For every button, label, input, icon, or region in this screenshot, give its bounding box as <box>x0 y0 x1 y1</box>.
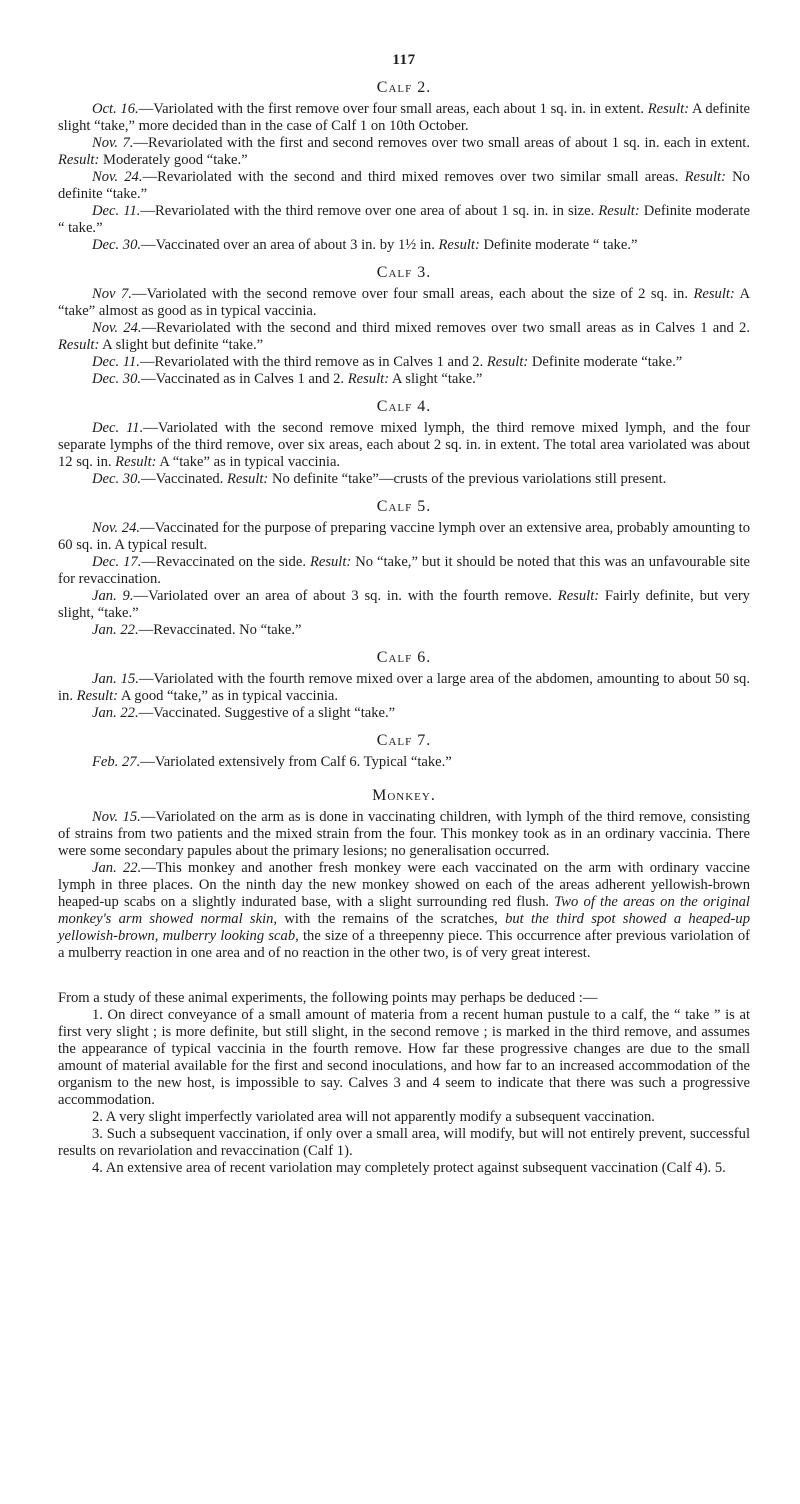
entry-result: A slight but definite “take.” <box>99 337 264 353</box>
entry-date: Oct. 16. <box>92 101 139 117</box>
calf-3-entry <box>58 354 750 371</box>
entry-text: —Revariolated with the second and third mixed removes over two small areas as in Calves 1 and 2. <box>141 320 750 336</box>
entry-text: —Variolated with the fourth remove mixed over a large area of the abdomen, amounting to about 50 sq. in. <box>58 671 750 704</box>
entry-date: Dec. 17. <box>92 554 142 570</box>
conclusion-point: 1. On direct conveyance of a small amount of materia from a recent human pustule to a calf, the “ take ” is at first very slight ; is more definite, but still slight, in the second remove ; is marked in the third remove, and assumes the appearance of typical vaccinia in the fourth remove. How far these progressive changes are due to the small amount of material available for the first and second inoculations, and how far to an increased accommodation of the organism to the new host, is impossible to say. Calves 3 and 4 seem to indicate that there was such a progressive accommodation. <box>58 1007 750 1108</box>
calf-5-entry <box>58 622 750 639</box>
entry-date: Nov. 7. <box>92 135 134 151</box>
entry-date: Jan. 22. <box>92 622 139 638</box>
calf-2-entry <box>58 169 750 203</box>
entry-result: A definite slight “take,” more decided than in the case of Calf 1 on 10th October. <box>58 101 750 134</box>
result-label: Result: <box>598 203 640 219</box>
conclusion-point: 4. An extensive area of recent variolation may completely protect against subsequent vaccination (Calf 4). 5. <box>92 1160 726 1176</box>
page-number: 117 <box>392 52 416 68</box>
entry-text: —Revaccinated on the side. <box>141 554 310 570</box>
result-label: Result: <box>486 354 529 370</box>
entry-result: No “take,” but it should be noted that this was an unfavourable site for revaccination. <box>58 554 750 587</box>
calf-3-entry <box>58 286 750 320</box>
calf-2-entry <box>58 101 750 135</box>
entry-text: —Revariolated with the third remove over one area of about 1 sq. in. in size. <box>140 203 599 219</box>
result-label: Result: <box>647 101 690 117</box>
entry-date: Nov. 24. <box>92 320 142 336</box>
result-label: Result: <box>115 454 157 470</box>
calf-5-entry <box>58 588 750 622</box>
entry-result: No definite “take.” <box>58 169 750 202</box>
entry-text: —Variolated extensively from Calf 6. Typical “take.” <box>140 754 452 770</box>
calf-6-heading: Calf 6. <box>376 649 432 666</box>
entry-text: —Revariolated with the first and second removes over two small areas of about 1 sq. in. each in extent. <box>133 135 750 151</box>
entry-date: Dec. 11. <box>92 203 141 219</box>
entry-text: —Variolated with the second remove over four small areas, each about the size of 2 sq. in. <box>131 286 694 302</box>
conclusion-point: 2. A very slight imperfectly variolated area will not apparently modify a subsequent vaccination. <box>92 1109 655 1125</box>
entry-date: Dec. 30. <box>92 371 142 387</box>
entry-result: A slight “take.” <box>389 371 483 387</box>
calf-2-heading: Calf 2. <box>376 79 432 96</box>
result-label: Result: <box>58 152 100 168</box>
calf-3-entry <box>58 371 750 388</box>
entry-date: Dec. 30. <box>92 237 142 253</box>
monkey-entry <box>58 809 750 860</box>
entry-date: Nov. 24. <box>92 169 143 185</box>
calf-3-entry <box>58 320 750 354</box>
entry-text: —Variolated on the arm as is done in vaccinating children, with lymph of the third remove, consisting of strains from two patients and the mixed strain from the four. This monkey took as in an ordinary vaccinia. There were some secondary papules about the primary lesions; no generalisation occurred. <box>58 809 750 859</box>
entry-date: Dec. 11. <box>92 354 140 370</box>
entry-date: Jan. 9. <box>92 588 134 604</box>
calf-2-entry <box>58 237 750 254</box>
entry-text: with the remains of the scratches, <box>277 911 506 927</box>
result-label: Result: <box>693 286 735 302</box>
entry-date: Nov 7. <box>92 286 132 302</box>
entry-text: the size of a threepenny piece. This occurrence after previous variolation of a mulberry reaction in one area and of no reaction in the other two, is of very great interest. <box>58 928 750 961</box>
entry-date: Jan. 22. <box>92 705 139 721</box>
conclusion-point: 3. Such a subsequent vaccination, if only over a small area, will modify, but will not entirely prevent, successful results on revariolation and revaccination (Calf 1). <box>58 1126 750 1159</box>
entry-result: Definite moderate “ take.” <box>58 203 750 236</box>
emphasis-text: but the third spot showed a heaped-up yellowish-brown, mulberry looking scab, <box>58 911 751 944</box>
entry-date: Nov. 15. <box>92 809 141 825</box>
entry-result: Definite moderate “take.” <box>528 354 683 370</box>
entry-text: —Vaccinated. Suggestive of a slight “take.” <box>138 705 396 721</box>
result-label: Result: <box>58 337 100 353</box>
result-label: Result: <box>557 588 600 604</box>
entry-result: A “take” almost as good as in typical vaccinia. <box>58 286 750 319</box>
entry-result: Moderately good “take.” <box>99 152 248 168</box>
monkey-entry <box>58 860 750 962</box>
result-label: Result: <box>76 688 118 704</box>
calf-7-entry <box>58 754 750 771</box>
conclusions-intro: From a study of these animal experiments, the following points may perhaps be deduced :— <box>58 990 598 1006</box>
calf-6-entry <box>58 671 750 705</box>
entry-date: Jan. 15. <box>92 671 139 687</box>
emphasis-text: Two of the areas on the original monkey's arm showed normal skin, <box>58 894 750 927</box>
entry-date: Feb. 27. <box>92 754 141 770</box>
result-label: Result: <box>438 237 480 253</box>
entry-text: —Vaccinated over an area of about 3 in. by 1½ in. <box>141 237 439 253</box>
entry-text: —Vaccinated as in Calves 1 and 2. <box>141 371 348 387</box>
calf-6-entry <box>58 705 750 722</box>
entry-date: Dec. 11. <box>92 420 144 436</box>
entry-text: —This monkey and another fresh monkey were each vaccinated on the arm with ordinary vaccine lymph in three places. On the ninth day the new monkey showed on each of the areas adherent yellowish-brown heaped-up scabs on a slightly indurated base, with a slight surrounding red flush. <box>58 860 750 910</box>
calf-7-heading: Calf 7. <box>376 732 432 749</box>
entry-text: —Variolated over an area of about 3 sq. in. with the fourth remove. <box>133 588 558 604</box>
monkey-heading: Monkey. <box>372 787 436 804</box>
entry-date: Nov. 24. <box>92 520 141 536</box>
entry-date: Dec. 30. <box>92 471 142 487</box>
entry-result: No definite “take”—crusts of the previous variolations still present. <box>268 471 667 487</box>
result-label: Result: <box>226 471 269 487</box>
result-label: Result: <box>347 371 390 387</box>
entry-text: —Revariolated with the third remove as in Calves 1 and 2. <box>139 354 487 370</box>
entry-text: —Revariolated with the second and third mixed removes over two similar small areas. <box>142 169 685 185</box>
entry-text: —Vaccinated. <box>141 471 227 487</box>
entry-result: A “take” as in typical vaccinia. <box>156 454 341 470</box>
calf-2-entry <box>58 135 750 169</box>
entry-result: A good “take,” as in typical vaccinia. <box>118 688 339 704</box>
entry-text: —Vaccinated for the purpose of preparing vaccine lymph over an extensive area, probably amounting to 60 sq. in. A typical result. <box>58 520 750 553</box>
result-label: Result: <box>684 169 726 185</box>
calf-5-entry <box>58 520 750 554</box>
entry-result: Definite moderate “ take.” <box>479 237 638 253</box>
calf-4-entry <box>58 471 750 488</box>
calf-2-entry <box>58 203 750 237</box>
calf-5-entry <box>58 554 750 588</box>
calf-5-heading: Calf 5. <box>376 498 432 515</box>
entry-text: —Variolated with the first remove over four small areas, each about 1 sq. in. in extent. <box>138 101 648 117</box>
calf-4-entry <box>58 420 750 471</box>
calf-3-heading: Calf 3. <box>376 264 432 281</box>
result-label: Result: <box>309 554 352 570</box>
entry-result: Fairly definite, but very slight, “take.” <box>58 588 750 621</box>
entry-text: —Variolated with the second remove mixed lymph, the third remove mixed lymph, and the four separate lymphs of the third remove, over six areas, each about 2 sq. in. in extent. The total area variolated was about 12 sq. in. <box>58 420 750 470</box>
calf-4-heading: Calf 4. <box>376 398 432 415</box>
entry-date: Jan. 22. <box>92 860 142 876</box>
entry-text: —Revaccinated. No “take.” <box>138 622 302 638</box>
